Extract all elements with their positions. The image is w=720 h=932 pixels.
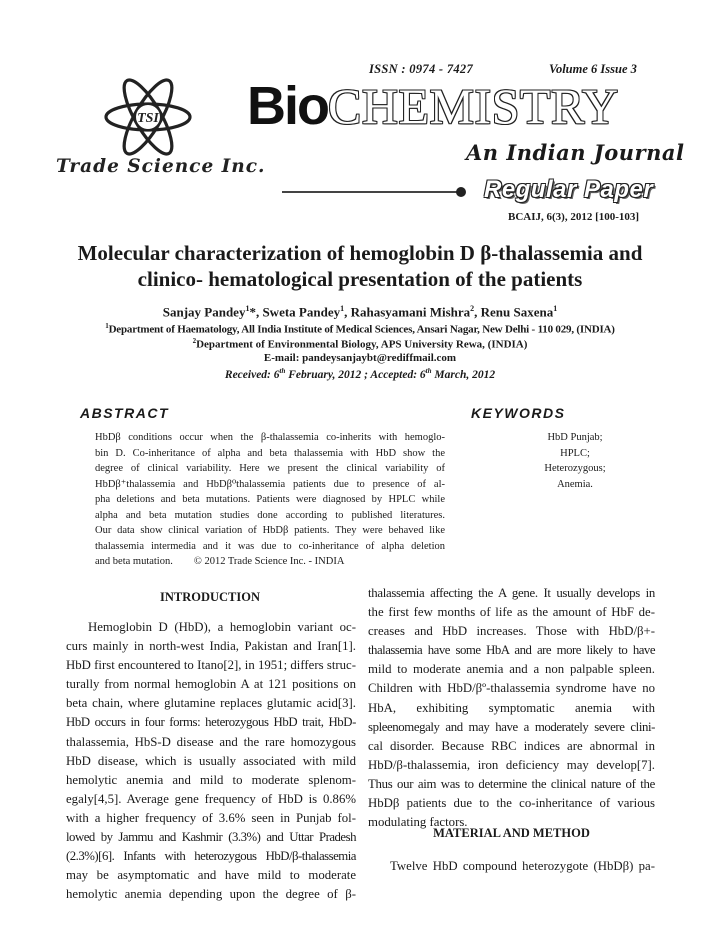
keyword-item: Heterozygous; (544, 463, 606, 474)
abstract-line: degree of clinical variability. Here we present the clinical variability of (95, 463, 445, 474)
header-rule-dot (456, 187, 466, 197)
author-2: Sweta Pandey (262, 304, 341, 320)
body-line: lowed by Jammu and Kashmir (3.3%) and Uttar Pradesh (66, 830, 356, 845)
accepted-date-rest: March, 2012 (431, 368, 496, 381)
author-1: Sanjay Pandey (162, 304, 246, 320)
received-date: Received: 6 (224, 368, 280, 381)
received-date-suffix: th (279, 367, 286, 375)
title-line-1: Molecular characterization of hemoglobin D β-thalassemia and (77, 241, 643, 265)
body-line: HbD first encountered to Itano[2], in 1951; differs struc- (66, 658, 356, 673)
affiliation-2-number: 2 (192, 337, 197, 345)
body-line: HbD disease, which is usually associated with mild (66, 753, 356, 768)
body-line: thalassemia, HbS-D disease and the rare homozygous (66, 734, 356, 749)
affiliation-2-text: Department of Environmental Biology, APS University Rewa, (INDIA) (196, 338, 528, 351)
body-line: mild to moderate anemia and a non palpable spleen. (368, 662, 655, 677)
received-accepted-dates (40, 367, 680, 381)
affiliation-1-text: Department of Haematology, All India Institute of Medical Sciences, Ansari Nagar, New Delhi - 110 029, (INDIA) (108, 323, 615, 336)
body-line: HbD occurs in four forms: heterozygous HbD trait, HbD- (66, 715, 356, 730)
header-rule (282, 191, 460, 193)
abstract-line: alpha and beta mutation studies done according to published literatures. (95, 509, 445, 521)
keyword-item: Anemia. (557, 478, 593, 490)
body-line: HbDβ patients due to the co-inheritance of various (368, 796, 655, 811)
keywords-heading: KEYWORDS (471, 405, 566, 421)
abstract-line: HbDβ conditions occur when the β-thalassemia co-inherits with hemoglo- (95, 432, 445, 443)
author-2-affil: 1 (340, 304, 345, 313)
author-1-corresponding: * (249, 304, 256, 320)
body-line: spleenomegaly and may have a moderately severe clini- (368, 719, 655, 734)
body-line: Thus our aim was to determine the clinical nature of the (368, 776, 655, 791)
accepted-date: February, 2012 ; Accepted: 6 (285, 368, 426, 381)
author-3-affil: 2 (470, 304, 475, 313)
paper-type: Regular Paper (484, 176, 654, 203)
keyword-list (520, 430, 630, 492)
abstract-line: HbDβ⁺thalassemia and HbDβ⁰thalassemia patients due to presence of al- (95, 478, 445, 490)
body-line: hemolytic anemia and mild to moderate splenom- (66, 772, 356, 787)
body-line: may be asymptomatic and have mild to moderate (66, 868, 356, 883)
contact-email: E-mail: pandeysanjaybt@rediffmail.com (263, 352, 457, 364)
journal-title (247, 77, 619, 135)
introduction-right-column (368, 584, 655, 832)
issn: ISSN : 0974 - 7427 (369, 62, 474, 76)
keyword-item: HPLC; (560, 447, 590, 459)
abstract-line: bin D. Co-inheritance of alpha and beta thalassemia with HbD show the (95, 447, 445, 459)
article-reference: BCAIJ, 6(3), 2012 [100-103] (508, 211, 640, 223)
publisher-name: Trade Science Inc. (56, 156, 266, 177)
author-4-affil: 1 (553, 304, 558, 313)
body-line: turally from normal hemoglobin A at 121 positions on (66, 677, 356, 692)
journal-subtitle: An Indian Journal (466, 140, 685, 165)
author-3: Rahasyamani Mishra (350, 304, 471, 320)
body-line: modulating factors. (368, 815, 468, 830)
abstract-heading: ABSTRACT (80, 405, 169, 421)
body-line: with a higher frequency of 3.6% seen in Punjab fol- (66, 810, 356, 825)
body-line: curs mainly in north-west India, Pakistan and Iran[1]. (66, 639, 356, 654)
author-1-affil: 1 (245, 304, 250, 313)
body-line: HbA, exhibiting symptomatic anemia with (368, 700, 655, 715)
author-4: Renu Saxena (480, 304, 554, 320)
body-line: egaly[4,5]. Average gene frequency of HbD is 0.86% (66, 791, 356, 806)
introduction-heading: INTRODUCTION (159, 590, 260, 604)
body-line: beta chain, where glutamine replaces glutamic acid[3]. (66, 696, 356, 711)
body-line: thalassemia affecting the A gene. It usually develops in (368, 586, 655, 600)
abstract-line: pha deletions and beta mutations. Patients were diagnosed by HPLC while (95, 494, 445, 505)
abstract-body (95, 430, 445, 570)
introduction-left-column (66, 618, 356, 904)
title-line-2: clinico- hematological presentation of the patients (137, 267, 583, 291)
body-line: thalassemia have some HbA and are more likely to have (368, 643, 655, 658)
body-line: the first few months of life as the amount of HbF de- (368, 605, 655, 620)
author-list: Sanjay Pandey$^1$*, Sweta Pandey$^1$, Rahasyamani Mishra$^2$, Renu Saxena$^1$ (162, 304, 558, 320)
journal-title-bio: Bio (247, 76, 328, 136)
body-line: hemolytic anemia depending upon the degree of β- (66, 887, 356, 902)
article-title (60, 240, 660, 292)
affiliation-2 (40, 337, 680, 351)
logo-text: TSI (137, 111, 159, 126)
methods-body (368, 857, 655, 876)
journal-title-chemistry: CHEMISTRY (328, 78, 619, 134)
body-line: (2.3%)[6]. Infants with heterozygous HbD/β-thalassemia (66, 849, 356, 864)
affiliation-1 (40, 322, 680, 336)
affiliation-1-number: 1 (105, 322, 109, 330)
keyword-item: HbD Punjab; (547, 432, 603, 443)
body-line: HbD/β-thalassemia, iron deficiency may develop[7]. (368, 757, 655, 772)
body-line: cal disorder. Because RBC indices are abnormal in (368, 738, 655, 753)
abstract-line: and beta mutation. © 2012 Trade Science Inc. - INDIA (95, 556, 345, 567)
body-line: Twelve HbD compound heterozygote (HbDβ) pa- (390, 859, 655, 873)
body-line: Hemoglobin D (HbD), a hemoglobin variant oc- (88, 620, 356, 634)
body-line: Children with HbD/βº-thalassemia syndrome have no (368, 681, 655, 696)
abstract-line: thalassemia intermedia and it was due to co-inheritance of alpha deletion (95, 540, 445, 552)
accepted-date-suffix: th (425, 367, 432, 375)
atom-logo-icon (102, 76, 194, 158)
abstract-line: Our data show clinical variation of HbDβ patients. They were behaved like (95, 525, 445, 536)
body-line: creases and HbD increases. Those with HbD/β+- (368, 624, 655, 639)
volume-issue: Volume 6 Issue 3 (549, 62, 637, 76)
methods-heading: MATERIAL AND METHOD (433, 826, 590, 840)
